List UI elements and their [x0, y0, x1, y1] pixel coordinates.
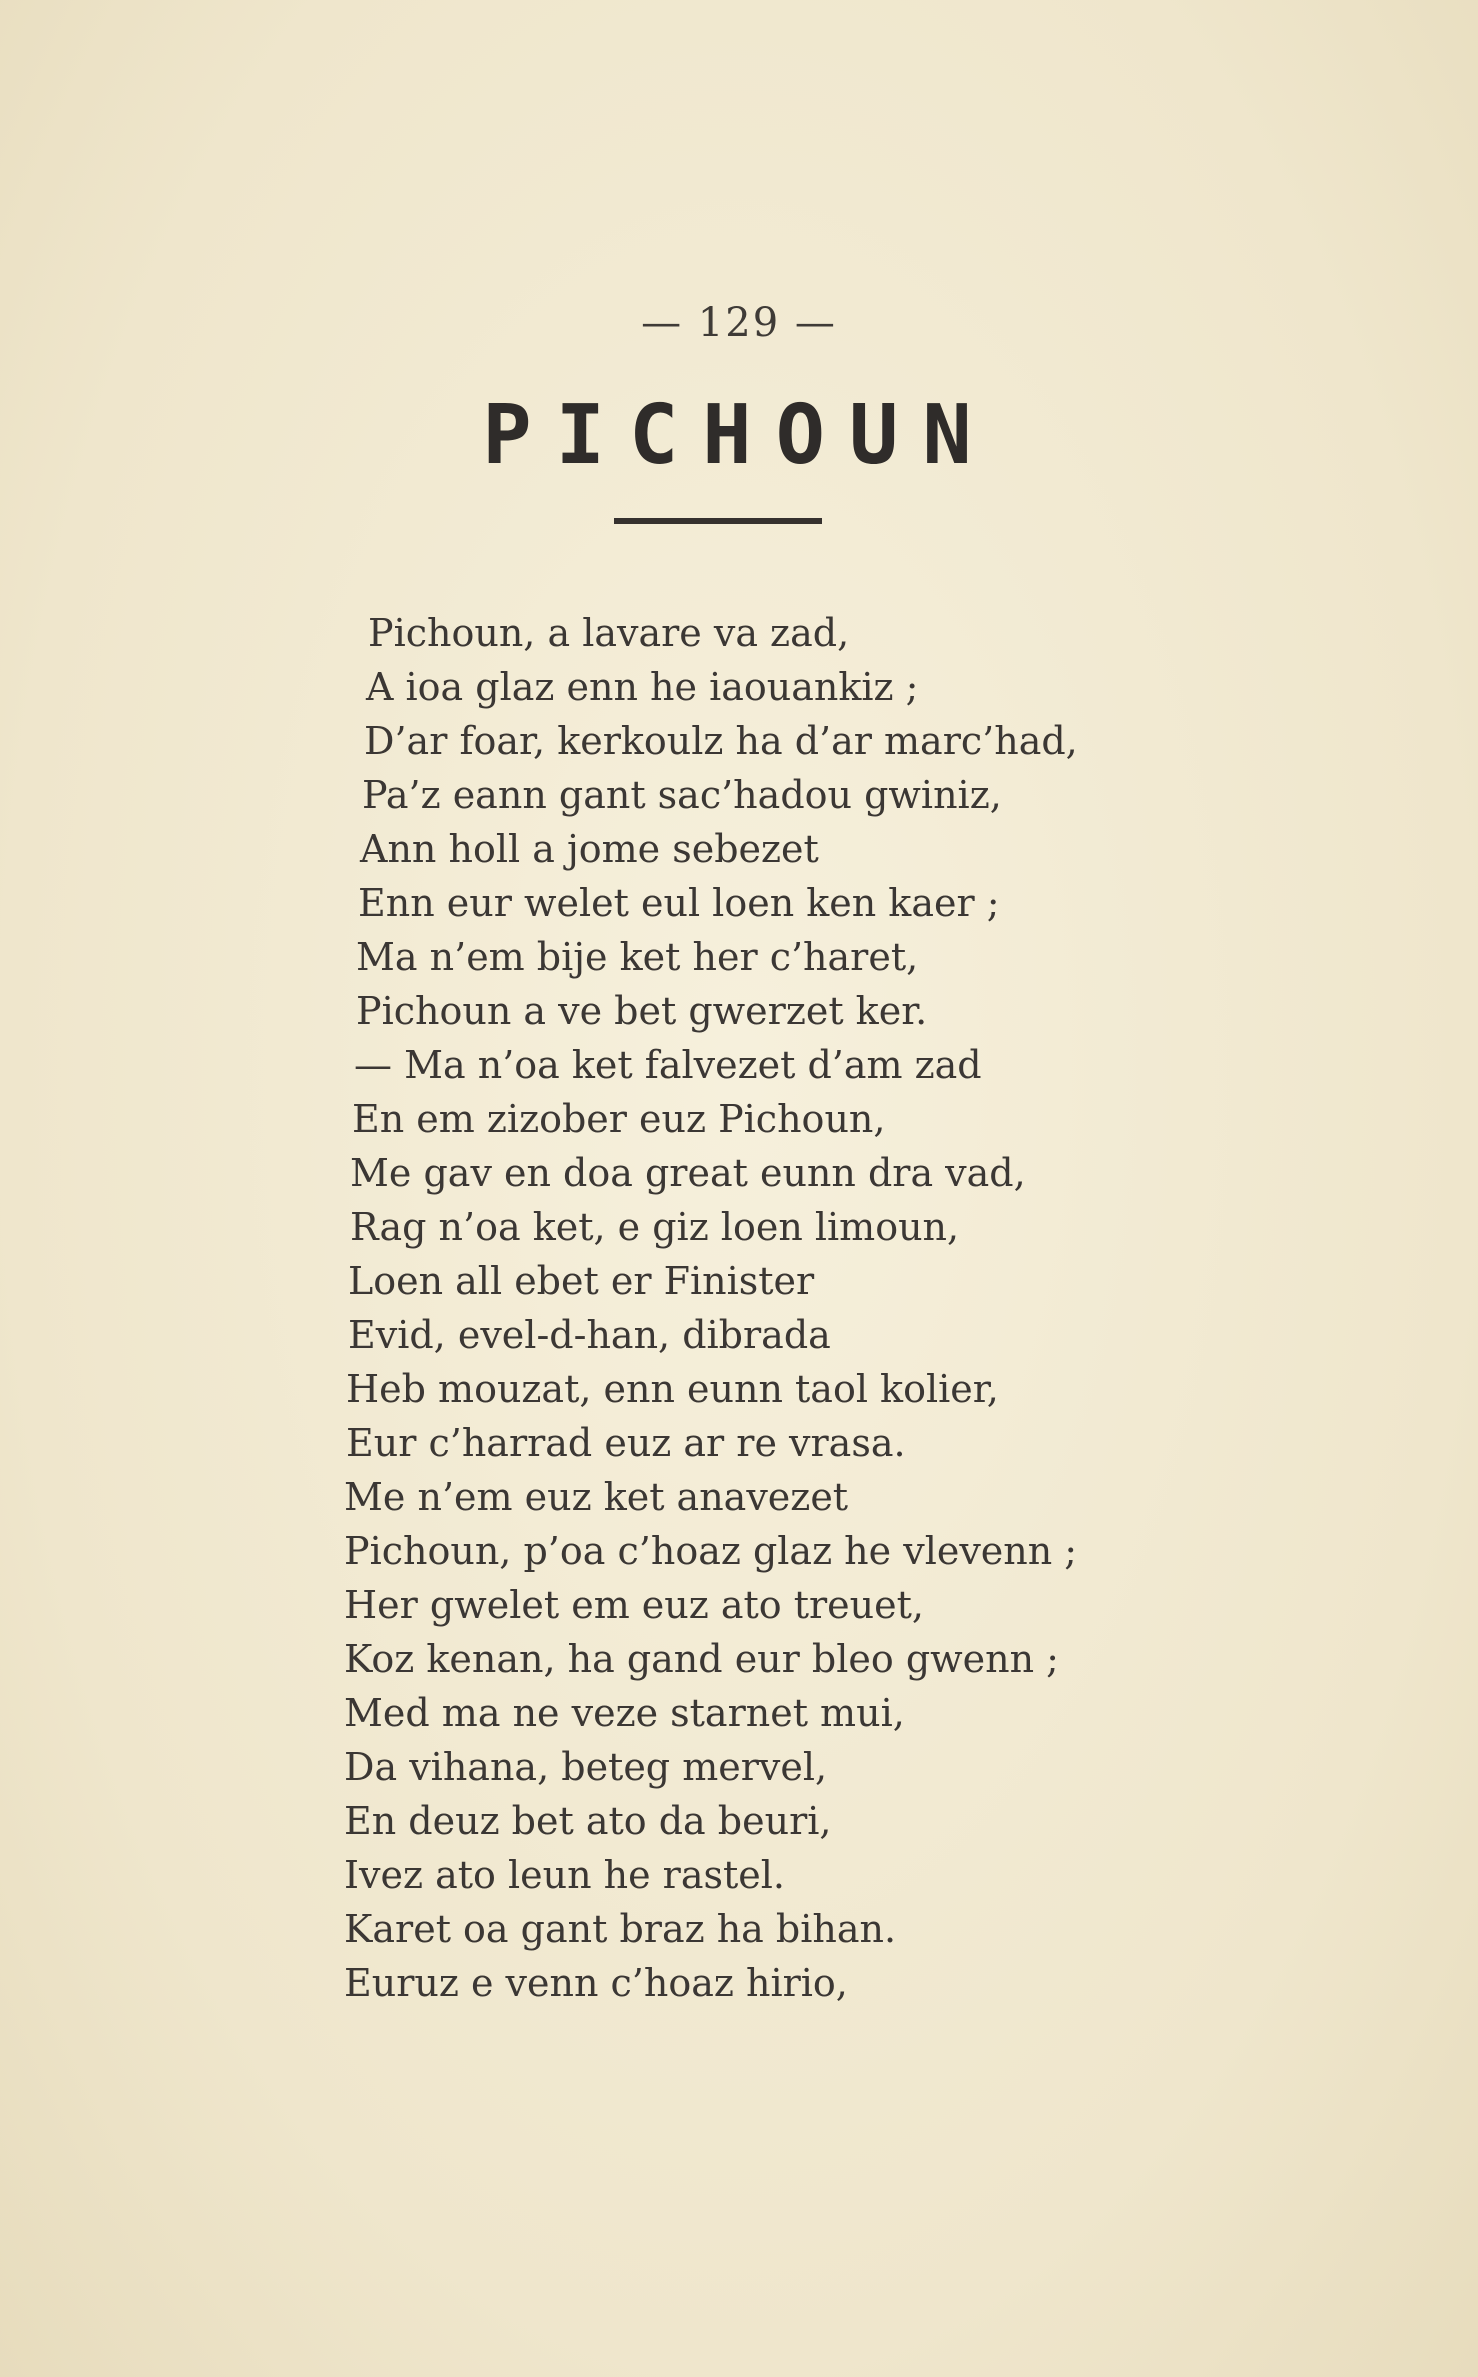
poem-line: Da vihana, beteg mervel,	[344, 1745, 828, 1789]
poem-line: Karet oa gant braz ha bihan.	[344, 1907, 897, 1951]
poem-line: Euruz e venn c’hoaz hirio,	[344, 1961, 848, 2005]
poem-line: D’ar foar, kerkoulz ha d’ar marc’had,	[364, 719, 1078, 763]
poem-line: Rag n’oa ket, e giz loen limoun,	[350, 1205, 960, 1249]
title-divider	[614, 518, 822, 524]
poem-line: Pichoun, a lavare va zad,	[368, 611, 850, 655]
poem-line: En em zizober euz Pichoun,	[352, 1097, 886, 1141]
poem-line: Me n’em euz ket anavezet	[344, 1475, 849, 1519]
poem-line: Loen all ebet er Finister	[348, 1259, 815, 1303]
poem-line: A ioa glaz enn he iaouankiz ;	[366, 665, 919, 709]
poem-line: Enn eur welet eul loen ken kaer ;	[358, 881, 1000, 925]
poem-line: En deuz bet ato da beuri,	[344, 1799, 832, 1843]
poem-line: — Ma n’oa ket falvezet d’am zad	[354, 1043, 982, 1087]
page-number: — 129 —	[641, 300, 837, 346]
poem-line: Med ma ne veze starnet mui,	[344, 1691, 905, 1735]
poem-line: Pichoun, p’oa c’hoaz glaz he vlevenn ;	[344, 1529, 1078, 1573]
poem-line: Ivez ato leun he rastel.	[344, 1853, 785, 1897]
poem-line: Ma n’em bije ket her c’haret,	[356, 935, 919, 979]
poem-line: Ann holl a jome sebezet	[360, 827, 819, 871]
poem-line: Me gav en doa great eunn dra vad,	[350, 1151, 1026, 1195]
poem-line: Evid, evel-d-han, dibrada	[348, 1313, 831, 1357]
poem-title: PICHOUN	[482, 388, 996, 483]
poem-line: Pichoun a ve bet gwerzet ker.	[356, 989, 928, 1033]
poem-line: Pa’z eann gant sac’hadou gwiniz,	[362, 773, 1002, 817]
poem-line: Eur c’harrad euz ar re vrasa.	[346, 1421, 906, 1465]
poem-line: Koz kenan, ha gand eur bleo gwenn ;	[344, 1637, 1059, 1681]
poem-line: Her gwelet em euz ato treuet,	[344, 1583, 924, 1627]
poem-line: Heb mouzat, enn eunn taol kolier,	[346, 1367, 999, 1411]
